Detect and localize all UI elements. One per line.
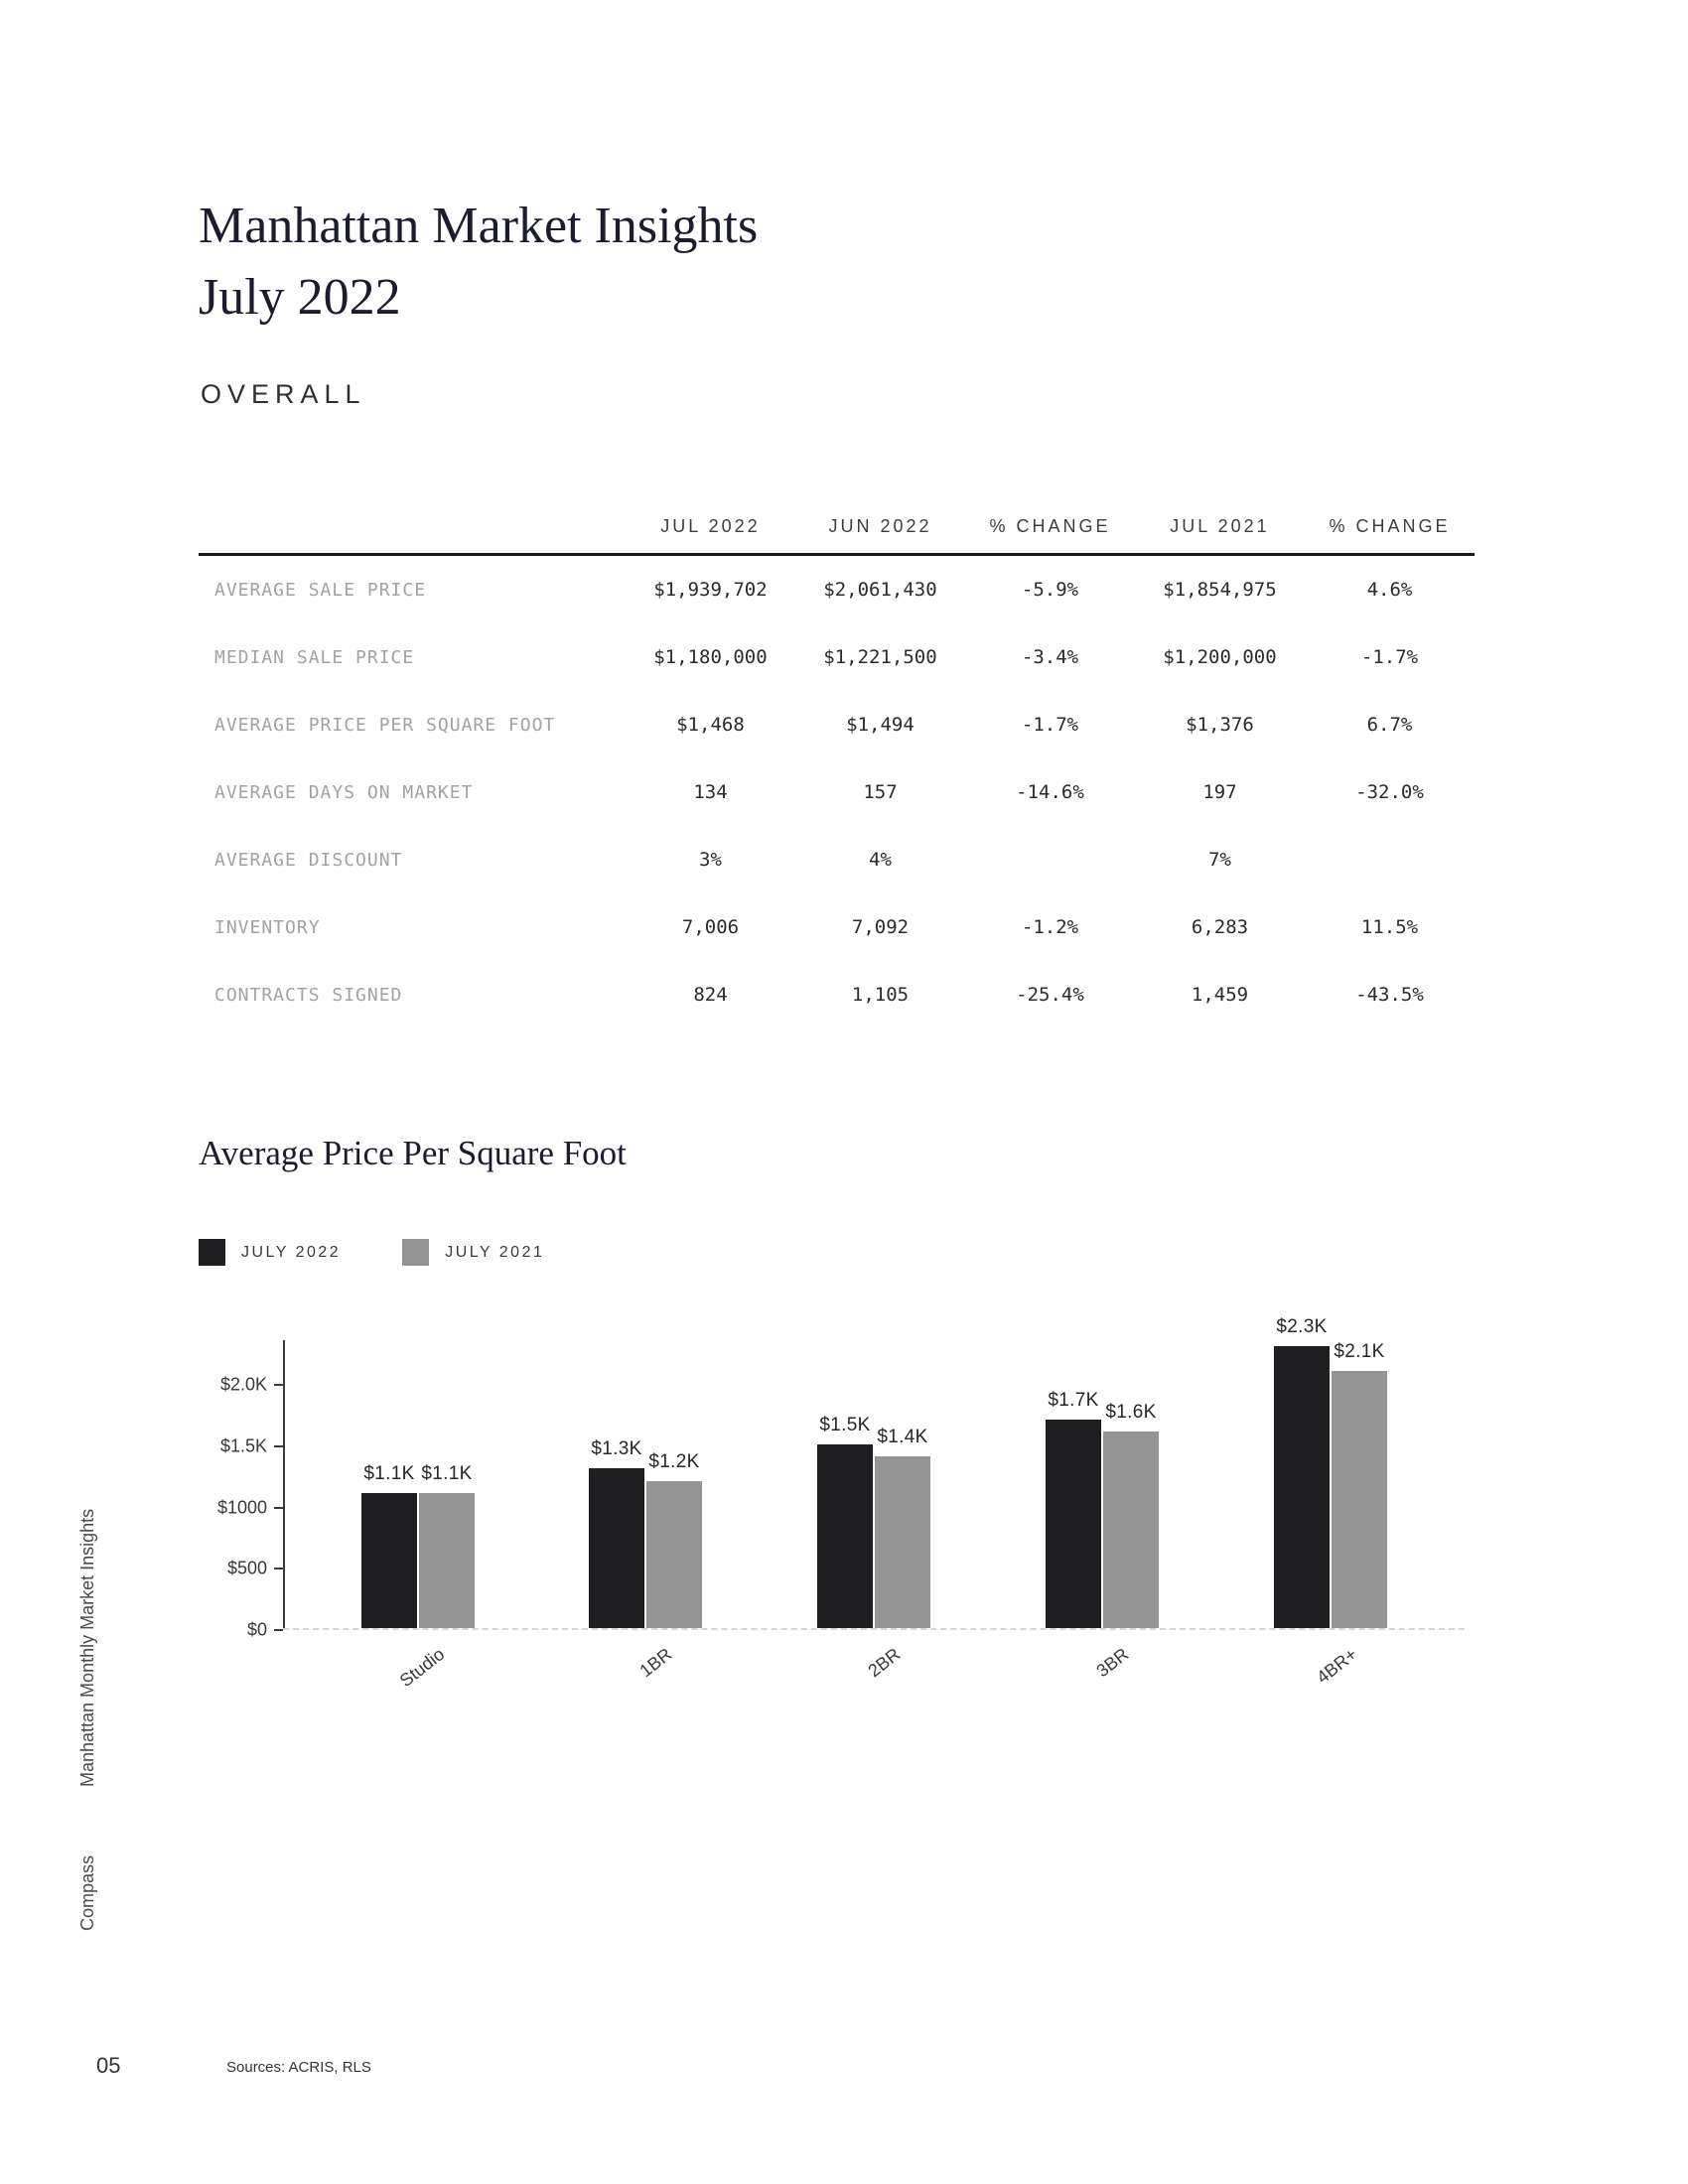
y-tick-mark xyxy=(274,1568,283,1570)
bar-value-label: $2.1K xyxy=(1334,1341,1385,1362)
bar-value-label: $2.3K xyxy=(1276,1316,1328,1337)
bar-value-label: $1.1K xyxy=(421,1463,473,1484)
metrics-table-body xyxy=(199,556,1475,1028)
bar-value-label: $1.4K xyxy=(877,1427,928,1447)
bar-jul2021 xyxy=(646,1481,702,1628)
x-category-label: 3BR xyxy=(1092,1644,1133,1682)
row-value: 7,092 xyxy=(851,916,910,938)
bar-value-label: $1.2K xyxy=(648,1451,700,1472)
legend-item xyxy=(199,1239,341,1266)
row-value: 197 xyxy=(1202,781,1237,803)
table-row xyxy=(199,556,1475,623)
row-label: CONTRACTS SIGNED xyxy=(214,984,403,1006)
y-tick-mark xyxy=(274,1445,283,1447)
legend-label: JULY 2021 xyxy=(445,1243,545,1261)
x-category-label: Studio xyxy=(395,1644,449,1692)
y-tick-mark xyxy=(274,1507,283,1509)
row-value: -1.7% xyxy=(1360,646,1419,668)
bar-jul2022 xyxy=(1046,1420,1101,1628)
bar-jul2021 xyxy=(875,1456,930,1628)
row-value: $2,061,430 xyxy=(823,579,937,601)
page-title-line2: July 2022 xyxy=(199,268,401,326)
y-tick-mark xyxy=(274,1629,283,1631)
row-value: -32.0% xyxy=(1355,781,1424,803)
y-tick-label: $500 xyxy=(226,1558,267,1578)
chart-legend xyxy=(199,1239,544,1266)
legend-swatch xyxy=(199,1239,225,1266)
row-value: 824 xyxy=(693,984,728,1006)
row-label: AVERAGE DAYS ON MARKET xyxy=(214,781,474,803)
page-title-line1: Manhattan Market Insights xyxy=(199,198,759,254)
table-row xyxy=(199,893,1475,961)
row-label: MEDIAN SALE PRICE xyxy=(214,646,415,668)
page-title xyxy=(199,191,758,334)
bar-value-label: $1.3K xyxy=(591,1438,642,1459)
bar-jul2022 xyxy=(589,1468,644,1628)
row-value: $1,180,000 xyxy=(653,646,768,668)
bar-jul2022 xyxy=(817,1444,873,1628)
legend-swatch xyxy=(402,1239,429,1266)
row-value: 6,283 xyxy=(1191,916,1249,938)
y-tick-label: $1000 xyxy=(216,1497,267,1517)
column-header: JUL 2022 xyxy=(660,516,761,536)
y-axis xyxy=(283,1340,285,1630)
legend-label: JULY 2022 xyxy=(241,1243,342,1261)
row-value: $1,468 xyxy=(676,714,745,736)
row-value: $1,854,975 xyxy=(1163,579,1277,601)
row-value: -1.2% xyxy=(1021,916,1079,938)
row-value: 4% xyxy=(869,849,892,871)
row-value: -43.5% xyxy=(1355,984,1424,1006)
row-value: 4.6% xyxy=(1366,579,1413,601)
metrics-table-header xyxy=(199,516,1475,556)
x-category-label: 2BR xyxy=(864,1644,905,1682)
row-label: AVERAGE DISCOUNT xyxy=(214,849,403,871)
ppsf-bar-chart xyxy=(216,1316,1470,1692)
column-header: % CHANGE xyxy=(989,516,1111,536)
sources-note: Sources: ACRIS, RLS xyxy=(226,2059,371,2076)
row-value: $1,939,702 xyxy=(653,579,768,601)
column-header: JUN 2022 xyxy=(828,516,932,536)
row-value: 3% xyxy=(699,849,722,871)
metrics-table xyxy=(199,516,1475,1028)
legend-item xyxy=(402,1239,544,1266)
bar-value-label: $1.5K xyxy=(819,1415,871,1435)
table-row xyxy=(199,691,1475,758)
row-value: 7,006 xyxy=(681,916,740,938)
row-label: AVERAGE SALE PRICE xyxy=(214,579,427,601)
x-axis-baseline xyxy=(283,1628,1465,1630)
page-number: 05 xyxy=(96,2053,121,2078)
row-value: 6.7% xyxy=(1366,714,1413,736)
row-value: 1,459 xyxy=(1191,984,1249,1006)
row-value: 157 xyxy=(863,781,898,803)
y-tick-mark xyxy=(274,1384,283,1386)
bar-jul2021 xyxy=(419,1493,475,1628)
row-label: INVENTORY xyxy=(214,916,321,938)
x-category-label: 1BR xyxy=(635,1644,676,1682)
brand-vertical-text: Compass xyxy=(77,1854,97,1931)
table-row xyxy=(199,961,1475,1028)
row-value: -14.6% xyxy=(1016,781,1084,803)
chart-title: Average Price Per Square Foot xyxy=(199,1134,627,1172)
column-header: % CHANGE xyxy=(1329,516,1451,536)
bar-jul2021 xyxy=(1103,1432,1159,1628)
section-label: OVERALL xyxy=(201,379,366,409)
sidebar-vertical-text: Manhattan Monthly Market Insights xyxy=(77,1508,97,1787)
bar-jul2021 xyxy=(1332,1371,1387,1628)
row-value: $1,376 xyxy=(1186,714,1254,736)
bar-jul2022 xyxy=(361,1493,417,1628)
row-value: 134 xyxy=(693,781,728,803)
bar-jul2022 xyxy=(1274,1346,1330,1628)
x-category-label: 4BR+ xyxy=(1313,1644,1361,1688)
row-value: 7% xyxy=(1208,849,1231,871)
table-row xyxy=(199,758,1475,826)
table-row xyxy=(199,826,1475,893)
row-value: 11.5% xyxy=(1360,916,1419,938)
bar-value-label: $1.7K xyxy=(1048,1390,1099,1411)
y-tick-label: $0 xyxy=(246,1619,267,1640)
row-value: 1,105 xyxy=(851,984,910,1006)
row-label: AVERAGE PRICE PER SQUARE FOOT xyxy=(214,714,556,736)
row-value: -25.4% xyxy=(1016,984,1084,1006)
column-header: JUL 2021 xyxy=(1170,516,1270,536)
bar-value-label: $1.1K xyxy=(363,1463,415,1484)
row-value: $1,200,000 xyxy=(1163,646,1277,668)
row-value: -5.9% xyxy=(1021,579,1079,601)
row-value: -1.7% xyxy=(1021,714,1079,736)
row-value: $1,221,500 xyxy=(823,646,937,668)
table-row xyxy=(199,623,1475,691)
bar-value-label: $1.6K xyxy=(1105,1402,1157,1423)
row-value: -3.4% xyxy=(1021,646,1079,668)
y-tick-label: $2.0K xyxy=(219,1374,267,1395)
row-value: $1,494 xyxy=(846,714,914,736)
y-tick-label: $1.5K xyxy=(219,1435,267,1456)
